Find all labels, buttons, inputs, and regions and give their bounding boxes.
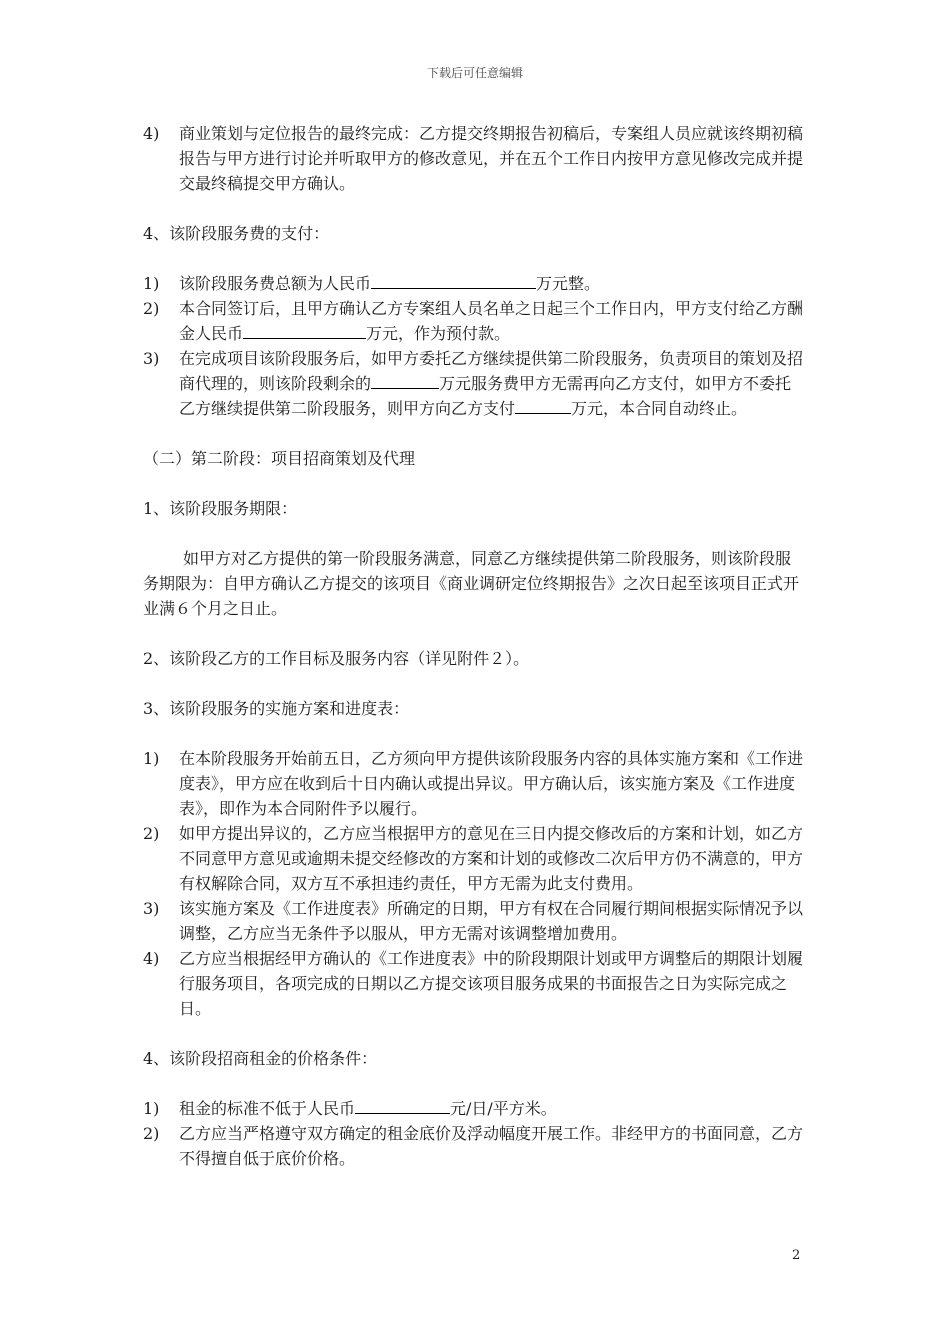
fill-in-blank[interactable] (515, 398, 571, 414)
list-text: 该实施方案及《工作进度表》所确定的日期，甲方有权在合同履行期间根据实际情况予以调整，乙方应当无条件予以服从，甲方无需对该调整增加费用。 (179, 899, 804, 943)
list-item (143, 1121, 803, 1171)
section-heading: 1、该阶段服务期限： (143, 499, 298, 518)
list-number: 1) (143, 274, 160, 293)
list-item (143, 821, 803, 896)
list-number: 2) (143, 1124, 160, 1143)
list-item (143, 1096, 803, 1121)
section-title: （二）第二阶段：项目招商策划及代理 (143, 449, 416, 468)
list-item (143, 896, 803, 946)
list-text: 元/日/平方米。 (450, 1099, 557, 1118)
section-heading: 2、该阶段乙方的工作目标及服务内容（详见附件２）。 (143, 649, 530, 668)
list-text: 如甲方提出异议的，乙方应当根据甲方的意见在三日内提交修改后的方案和计划，如乙方不同意甲方意见或逾期未提交经修改的方案和计划的或修改二次后甲方仍不满意的，甲方有权解除合同，双方互不承担违约责任，甲方无需为此支付费用。 (179, 824, 804, 893)
list-text: 本合同签订后，且甲方确认乙方专案组人员名单之日起三个工作日内，甲方支付给乙方酬金人民币 (179, 299, 804, 343)
list-item (143, 271, 803, 296)
paragraph: 如甲方对乙方提供的第一阶段服务满意，同意乙方继续提供第二阶段服务，则该阶段服务期限为：自甲方确认乙方提交的该项目《商业调研定位终期报告》之次日起至该项目正式开业满６个月之日止。 (143, 549, 800, 618)
list-item (143, 296, 803, 346)
list-number: 1) (143, 1099, 160, 1118)
list-text: 万元，本合同自动终止。 (571, 399, 748, 418)
list-number: 3) (143, 349, 160, 368)
list-text: 租金的标准不低于人民币 (179, 1099, 356, 1118)
list-text: 该阶段服务费总额为人民币 (179, 274, 372, 293)
list-item (143, 746, 803, 821)
list-item (143, 346, 803, 421)
list-number: 3) (143, 899, 160, 918)
list-number: 4) (143, 949, 160, 968)
list-text: 乙方应当严格遵守双方确定的租金底价及浮动幅度开展工作。非经甲方的书面同意，乙方不得擅自低于底价价格。 (179, 1124, 804, 1168)
list-text: 在本阶段服务开始前五日，乙方须向甲方提供该阶段服务内容的具体实施方案和《工作进度表》，甲方应在收到后十日内确认或提出异议。甲方确认后，该实施方案及《工作进度表》，即作为本合同附件予以履行。 (179, 749, 804, 818)
section-heading: 4、该阶段服务费的支付： (143, 224, 330, 243)
list-text: 商业策划与定位报告的最终完成：乙方提交终期报告初稿后，专案组人员应就该终期初稿报告与甲方进行讨论并听取甲方的修改意见，并在五个工作日内按甲方意见修改完成并提交最终稿提交甲方确认。 (179, 124, 804, 193)
page-header: 下载后可任意编辑 (426, 66, 523, 80)
list-number: 2) (143, 299, 160, 318)
fill-in-blank[interactable] (355, 1098, 450, 1114)
section-heading: 3、该阶段服务的实施方案和进度表： (143, 699, 410, 718)
list-text: 万元服务费甲方无需再向乙方支付，如甲方不委托乙方继续提供第二阶段服务，则甲方向乙方支付 (179, 374, 792, 418)
list-text: 在完成项目该阶段服务后，如甲方委托乙方继续提供第二阶段服务，负责项目的策划及招商代理的，则该阶段剩余的 (179, 349, 804, 393)
section-heading: 4、该阶段招商租金的价格条件： (143, 1049, 378, 1068)
document-body (143, 121, 803, 1171)
page-number: 2 (792, 1248, 801, 1263)
fill-in-blank[interactable] (371, 373, 439, 389)
fill-in-blank[interactable] (243, 323, 366, 339)
list-number: 2) (143, 824, 160, 843)
list-item (143, 946, 803, 1021)
list-text: 万元整。 (536, 274, 601, 293)
list-text: 万元，作为预付款。 (366, 324, 511, 343)
list-number: 4) (143, 124, 160, 143)
list-number: 1) (143, 749, 160, 768)
list-item (143, 121, 803, 196)
fill-in-blank[interactable] (371, 273, 536, 289)
list-text: 乙方应当根据经甲方确认的《工作进度表》中的阶段期限计划或甲方调整后的期限计划履行服务项目，各项完成的日期以乙方提交该项目服务成果的书面报告之日为实际完成之日。 (179, 949, 804, 1018)
